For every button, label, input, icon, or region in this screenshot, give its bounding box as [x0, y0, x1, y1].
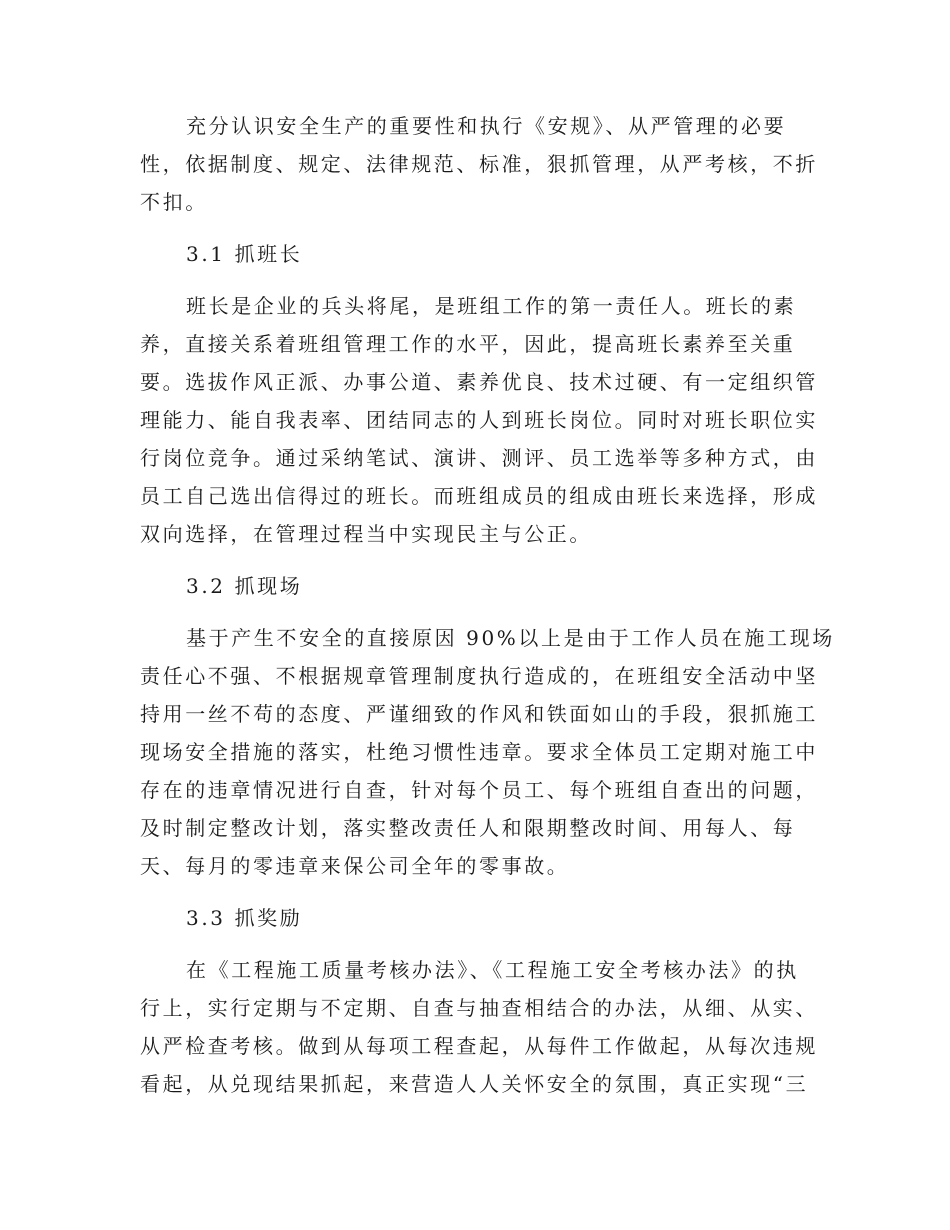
paragraph-line: 不扣。: [140, 190, 208, 214]
paragraph-line: 及时制定整改计划，落实整改责任人和限期整改时间、用每人、每: [140, 816, 796, 840]
paragraph-line: 要。选拔作风正派、办事公道、素养优良、技术过硬、有一定组织管: [140, 370, 818, 394]
paragraph-line: 现场安全措施的落实，杜绝习惯性违章。要求全体员工定期对施工中: [140, 740, 818, 764]
paragraph-line: 员工自己选出信得过的班长。而班组成员的组成由班长来选择，形成: [140, 484, 818, 508]
paragraph-line: 从严检查考核。做到从每项工程查起，从每件工作做起，从每次违规: [140, 1034, 818, 1058]
paragraph-line: 基于产生不安全的直接原因 90%以上是由于工作人员在施工现场: [186, 626, 835, 650]
paragraph-line: 在《工程施工质量考核办法》、《工程施工安全考核办法》的执: [186, 958, 799, 982]
paragraph-line: 看起，从兑现结果抓起，来营造人人关怀安全的氛围，真正实现“三: [140, 1072, 809, 1096]
paragraph-line: 性，依据制度、规定、法律规范、标准，狠抓管理，从严考核，不折: [140, 152, 818, 176]
paragraph-line: 充分认识安全生产的重要性和执行《安规》、从严管理的必要: [186, 114, 787, 138]
section-heading: 3.3 抓奖励: [186, 906, 303, 930]
paragraph-line: 行上，实行定期与不定期、自查与抽查相结合的办法，从细、从实、: [140, 996, 818, 1020]
paragraph-line: 理能力、能自我表率、团结同志的人到班长岗位。同时对班长职位实: [140, 408, 818, 432]
paragraph-line: 班长是企业的兵头将尾，是班组工作的第一责任人。班长的素: [186, 294, 797, 318]
paragraph-line: 天、每月的零违章来保公司全年的零事故。: [140, 854, 570, 878]
section-heading: 3.1 抓班长: [186, 242, 303, 266]
paragraph-line: 责任心不强、不根据规章管理制度执行造成的，在班组安全活动中坚: [140, 664, 818, 688]
paragraph-line: 养，直接关系着班组管理工作的水平，因此，提高班长素养至关重: [140, 332, 796, 356]
paragraph-line: 双向选择，在管理过程当中实现民主与公正。: [140, 522, 592, 546]
section-heading: 3.2 抓现场: [186, 574, 303, 598]
paragraph-line: 存在的违章情况进行自查，针对每个员工、每个班组自查出的问题，: [140, 778, 818, 802]
paragraph-line: 行岗位竞争。通过采纳笔试、演讲、测评、员工选举等多种方式，由: [140, 446, 818, 470]
paragraph-line: 持用一丝不苟的态度、严谨细致的作风和铁面如山的手段，狠抓施工: [140, 702, 818, 726]
